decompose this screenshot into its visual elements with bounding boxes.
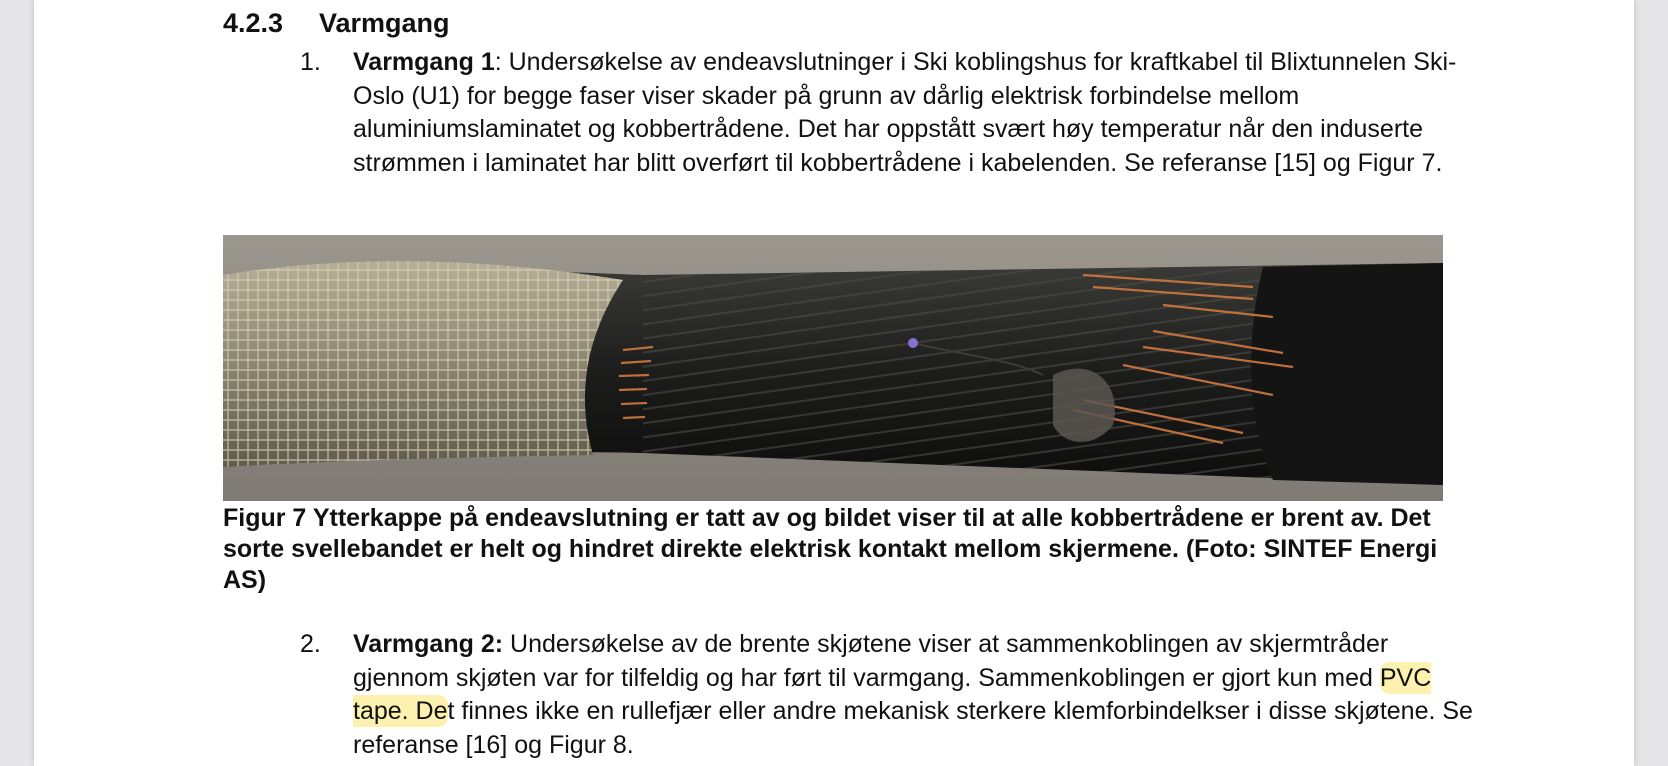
- list-marker: 1.: [300, 48, 321, 76]
- highlighted-text: PVC tape. De: [353, 663, 1432, 725]
- list-item: [300, 628, 1490, 762]
- list-item: [300, 46, 1490, 180]
- cable-photo-illustration: [223, 235, 1443, 501]
- item-body-continued: t finnes ikke en rullefjær eller andre mekanisk sterkere klemforbindelkser i disse skjøtene. Se referanse [16] og Figur 8.: [353, 697, 1473, 759]
- document-page: [34, 0, 1634, 766]
- list-marker: 2.: [300, 630, 321, 658]
- item-label: Varmgang 1: [353, 48, 495, 76]
- section-heading: [223, 8, 450, 39]
- section-number: 4.2.3: [223, 8, 284, 38]
- figure-7-caption: Figur 7 Ytterkappe på endeavslutning er tatt av og bildet viser til at alle kobbertrådene er brent av. Det sorte svellebandet er helt og hindret direkte elektrisk kontakt mellom skjermene. (Foto: SINTEF Energi AS): [223, 504, 1438, 594]
- item-body: : Undersøkelse av endeavslutninger i Ski koblingshus for kraftkabel til Blixtunnelen Ski-Oslo (U1) for begge faser viser skader på grunn av dårlig elektrisk forbindelse mellom aluminiumslaminatet og kobbertrådene. Det har oppstått svært høy temperatur når den induserte strømmen i laminatet har blitt overført til kobbertrådene i kabelenden. Se referanse [15] og Figur 7.: [353, 48, 1457, 177]
- list-item-text: [353, 46, 1490, 180]
- figure-7-photo: [223, 235, 1443, 501]
- item-label: Varmgang 2:: [353, 630, 504, 658]
- list-item-text: [353, 628, 1490, 762]
- section-title: Varmgang: [319, 8, 450, 38]
- item-body: Undersøkelse av de brente skjøtene viser at sammenkoblingen av skjermtråder gjennom skjøten var for tilfeldig og har ført til varmgang. Sammenkoblingen er gjort kun med: [353, 630, 1389, 692]
